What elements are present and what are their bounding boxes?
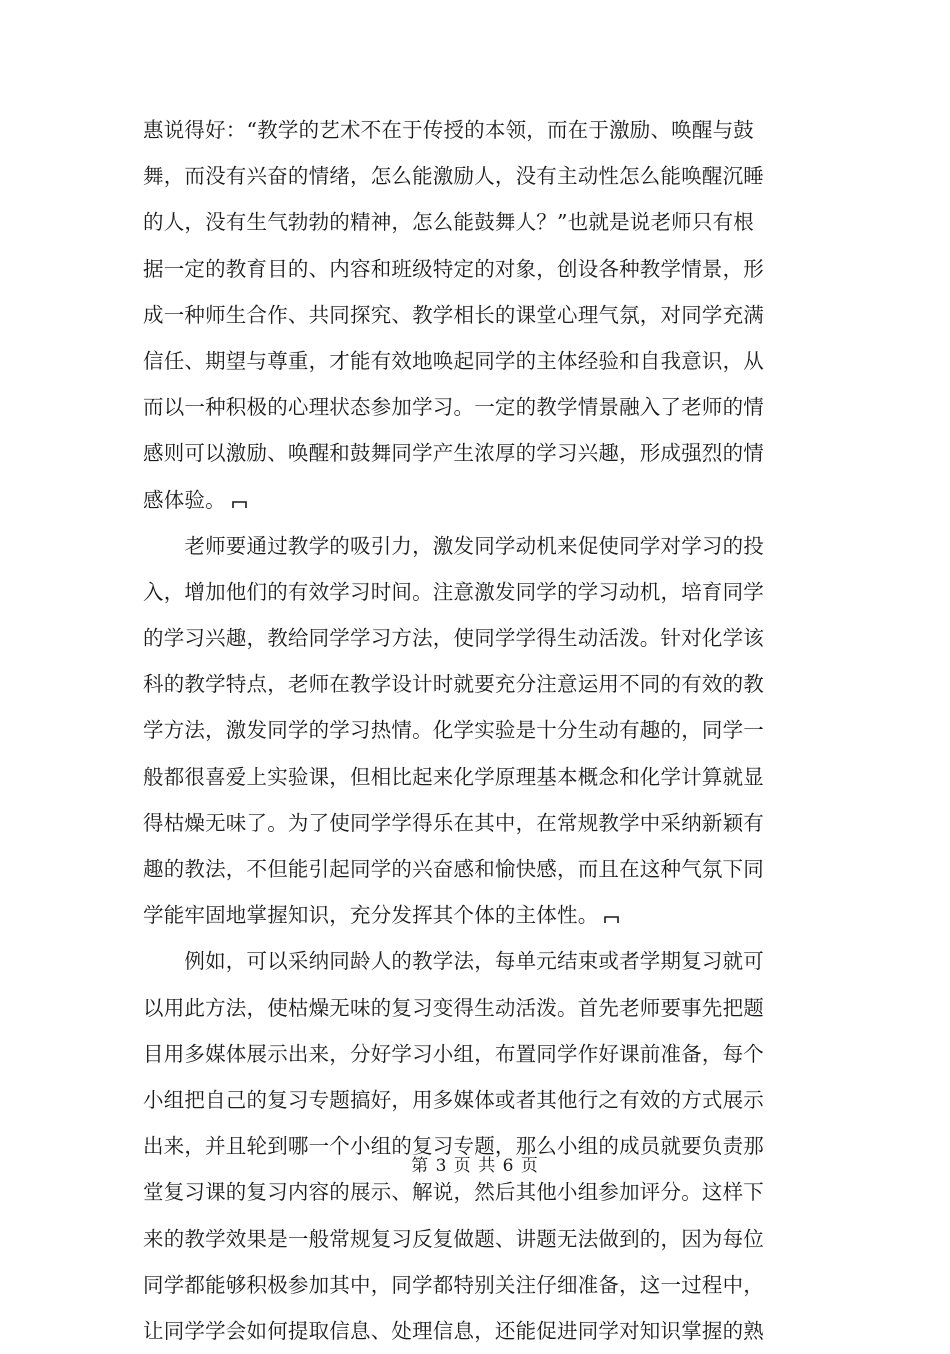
text-line: [143, 661, 798, 707]
text-line: [143, 569, 798, 615]
text-line-content: 得枯燥无味了。为了使同学学得乐在其中，在常规教学中采纳新颖有: [143, 810, 764, 835]
text-line-content: 学方法，激发同学的学习热情。化学实验是十分生动有趣的，同学一: [143, 718, 764, 743]
text-line-content: 例如，可以采纳同龄人的教学法，每单元结束或者学期复习就可: [143, 949, 764, 974]
text-line: [143, 615, 798, 661]
text-line-content: 的学习兴趣，教给同学学习方法，使同学学得生动活泼。针对化学该: [143, 626, 764, 651]
text-line: [143, 1308, 798, 1354]
text-line: [143, 754, 798, 800]
text-line-content: 感体验。: [143, 487, 226, 512]
text-line-content: 小组把自己的复习专题搞好，用多媒体或者其他行之有效的方式展示: [143, 1087, 764, 1112]
text-line: [143, 338, 798, 384]
text-line: [143, 246, 798, 292]
paragraph-mark-icon: [232, 499, 247, 509]
text-line: [143, 430, 798, 476]
text-line: [143, 153, 798, 199]
text-line: [143, 1031, 798, 1077]
text-line: [143, 892, 798, 938]
text-line: [143, 1169, 798, 1215]
text-line-content: 般都很喜爱上实验课，但相比起来化学原理基本概念和化学计算就显: [143, 764, 764, 789]
text-line-content: 舞，而没有兴奋的情绪，怎么能激励人，没有主动性怎么能唤醒沉睡: [143, 164, 764, 189]
text-line: [143, 1262, 798, 1308]
text-line-content: 的人，没有生气勃勃的精神，怎么能鼓舞人？”也就是说老师只有根: [143, 210, 754, 235]
text-line: [143, 846, 798, 892]
text-line-content: 来的教学效果是一般常规复习反复做题、讲题无法做到的，因为每位: [143, 1226, 764, 1251]
text-line-content: 目用多媒体展示出来，分好学习小组，布置同学作好课前准备，每个: [143, 1041, 764, 1066]
text-line-content: 而以一种积极的心理状态参加学习。一定的教学情景融入了老师的情: [143, 395, 764, 420]
text-line-content: 堂复习课的复习内容的展示、解说，然后其他小组参加评分。这样下: [143, 1180, 764, 1205]
text-line: [143, 199, 798, 245]
text-line: [143, 985, 798, 1031]
text-line-content: 学能牢固地掌握知识，充分发挥其个体的主体性。: [143, 903, 599, 928]
paragraph-mark-icon: [604, 914, 619, 924]
text-line: [143, 800, 798, 846]
text-line: [143, 292, 798, 338]
text-line-content: 让同学学会如何提取信息、处理信息，还能促进同学对知识掌握的熟: [143, 1318, 764, 1343]
text-line: [143, 477, 798, 523]
text-line-content: 成一种师生合作、共同探究、教学相长的课堂心理气氛，对同学充满: [143, 302, 764, 327]
text-line: [143, 707, 798, 753]
text-line-content: 据一定的教育目的、内容和班级特定的对象，创设各种教学情景，形: [143, 256, 764, 281]
text-line-content: 以用此方法，使枯燥无味的复习变得生动活泼。首先老师要事先把题: [143, 995, 764, 1020]
text-line-content: 趣的教法，不但能引起同学的兴奋感和愉快感，而且在这种气氛下同: [143, 857, 764, 881]
text-line: [143, 523, 798, 569]
text-line-content: 科的教学特点，老师在教学设计时就要充分注意运用不同的有效的教: [143, 672, 764, 697]
page-footer: 第 3 页 共 6 页: [411, 1156, 539, 1176]
text-line: [143, 384, 798, 430]
text-line-content: 出来，并且轮到哪一个小组的复习专题，那么小组的成员就要负责那: [143, 1134, 764, 1159]
text-line: [143, 1077, 798, 1123]
text-line: [143, 107, 798, 153]
text-line-content: 老师要通过教学的吸引力，激发同学动机来促使同学对学习的投: [143, 533, 764, 558]
text-line-content: 感则可以激励、唤醒和鼓舞同学产生浓厚的学习兴趣，形成强烈的情: [143, 441, 764, 466]
text-line-content: 惠说得好：“教学的艺术不在于传授的本领，而在于激励、唤醒与鼓: [143, 118, 754, 142]
text-line-content: 信任、期望与尊重，才能有效地唤起同学的主体经验和自我意识，从: [143, 348, 764, 373]
text-line-content: 入，增加他们的有效学习时间。注意激发同学的学习动机，培育同学: [143, 579, 764, 604]
text-line: [143, 938, 798, 984]
text-line: [143, 1216, 798, 1262]
text-line-content: 同学都能够积极参加其中，同学都特别关注仔细准备，这一过程中，: [143, 1272, 764, 1297]
